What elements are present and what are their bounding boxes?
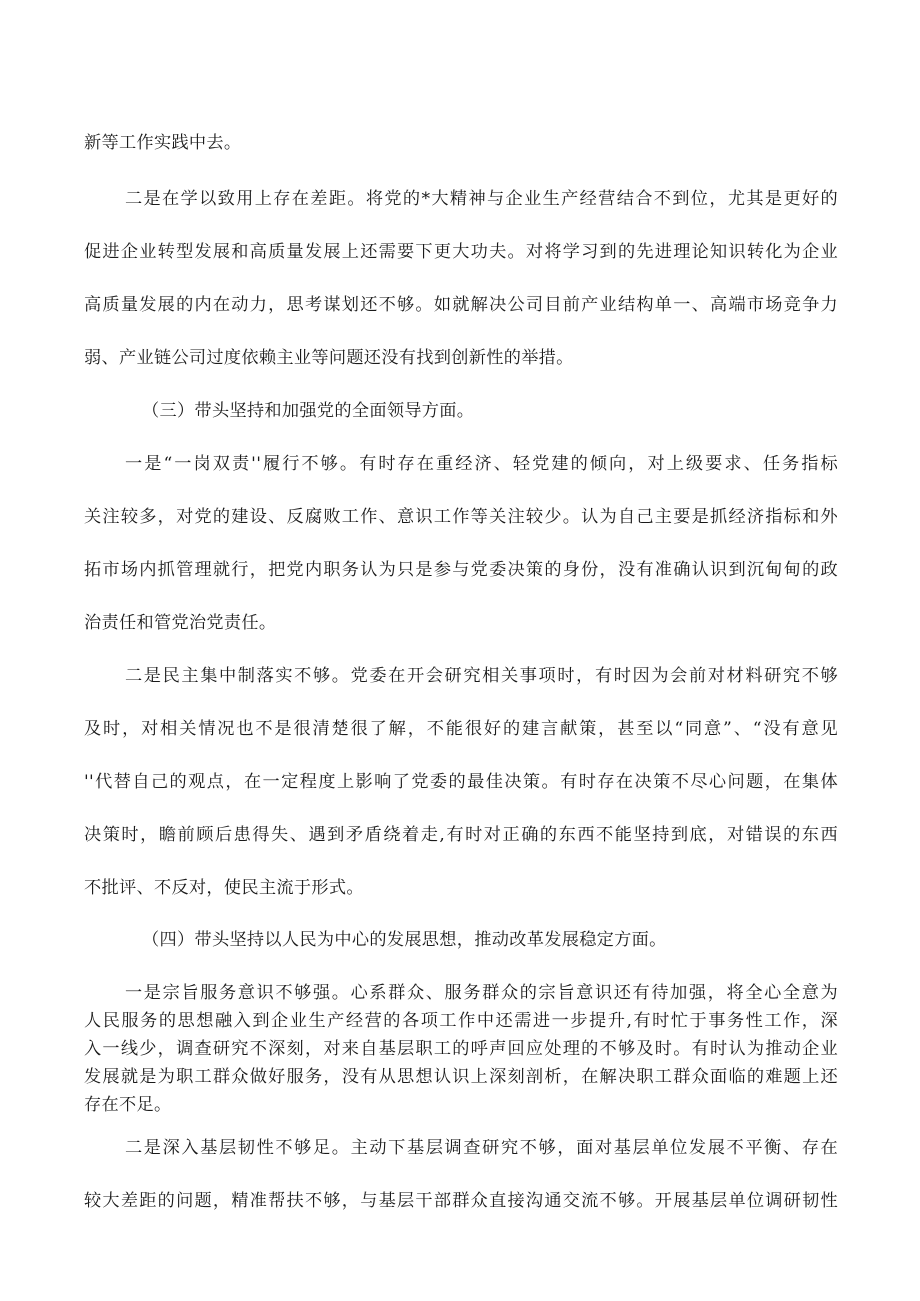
paragraph-line: 一是宗旨服务意识不够强。心系群众、服务群众的宗旨意识还有待加强，将全心全意为 bbox=[125, 983, 838, 1003]
paragraph-line: 发展就是为职工群众做好服务，没有从思想认识上深刻剖析，在解决职工群众面临的难题上还 bbox=[84, 1067, 838, 1087]
paragraph-line: 新等工作实践中去。 bbox=[84, 133, 242, 153]
paragraph-line: 存在不足。 bbox=[84, 1095, 172, 1115]
paragraph-line: 弱、产业链公司过度依赖主业等问题还没有找到创新性的举措。 bbox=[84, 348, 574, 368]
paragraph-line: 决策时，瞻前顾后患得失、遇到矛盾绕着走,有时对正确的东西不能坚持到底，对错误的东西 bbox=[84, 825, 838, 845]
paragraph-line: 入一线少，调查研究不深刻，对来自基层职工的呼声回应处理的不够及时。有时认为推动企业 bbox=[84, 1039, 838, 1059]
paragraph-line: 高质量发展的内在动力，思考谋划还不够。如就解决公司目前产业结构单一、高端市场竞争力 bbox=[84, 295, 838, 315]
paragraph-line: 二是在学以致用上存在差距。将党的*大精神与企业生产经营结合不到位，尤其是更好的 bbox=[125, 189, 838, 209]
paragraph-line: ''代替自己的观点，在一定程度上影响了党委的最佳决策。有时存在决策不尽心问题，在集体 bbox=[84, 772, 838, 792]
paragraph-line: 关注较多，对党的建设、反腐败工作、意识工作等关注较少。认为自己主要是抓经济指标和外 bbox=[84, 507, 838, 527]
paragraph-line: 拓市场内抓管理就行，把党内职务认为只是参与党委决策的身份，没有准确认识到沉甸甸的政 bbox=[84, 560, 838, 580]
paragraph-line: 较大差距的问题，精准帮扶不够，与基层干部群众直接沟通交流不够。开展基层单位调研韧性 bbox=[84, 1191, 838, 1211]
paragraph-line: 及时，对相关情况也不是很清楚很了解，不能很好的建言献策，甚至以“同意”、“没有意见 bbox=[84, 719, 838, 739]
paragraph-line: 不批评、不反对，使民主流于形式。 bbox=[84, 878, 364, 898]
section-heading: （四）带头坚持以人民为中心的发展思想，推动改革发展稳定方面。 bbox=[142, 930, 667, 950]
section-heading: （三）带头坚持和加强党的全面领导方面。 bbox=[142, 401, 475, 421]
paragraph-line: 二是深入基层韧性不够足。主动下基层调查研究不够，面对基层单位发展不平衡、存在 bbox=[125, 1138, 838, 1158]
paragraph-line: 一是“一岗双责''履行不够。有时存在重经济、轻党建的倾向，对上级要求、任务指标 bbox=[125, 454, 838, 474]
paragraph-line: 二是民主集中制落实不够。党委在开会研究相关事项时，有时因为会前对材料研究不够 bbox=[125, 666, 838, 686]
paragraph-line: 治责任和管党治党责任。 bbox=[84, 613, 277, 633]
paragraph-line: 促进企业转型发展和高质量发展上还需要下更大功夫。对将学习到的先进理论知识转化为企业 bbox=[84, 242, 838, 262]
paragraph-line: 人民服务的思想融入到企业生产经营的各项工作中还需进一步提升,有时忙于事务性工作，深 bbox=[84, 1011, 838, 1031]
